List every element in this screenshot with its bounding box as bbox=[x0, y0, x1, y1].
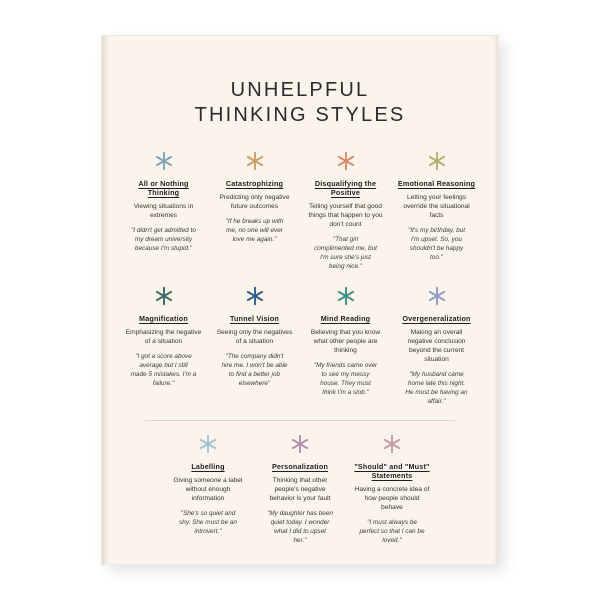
style-title: "Should" and "Must" Statements bbox=[354, 462, 430, 480]
style-quote: "My friends came over to see my messy house. They must think I'm a slob." bbox=[313, 362, 378, 396]
style-card-labelling bbox=[164, 433, 252, 536]
style-description: Telling yourself that good things that happen to you don't count bbox=[308, 203, 383, 228]
style-description: Letting your feelings override the situational facts bbox=[403, 194, 470, 219]
asterisk-icon bbox=[335, 285, 357, 307]
style-description: Emphasizing the negative of a situation bbox=[125, 329, 202, 345]
style-quote: "The company didn't hire me. I won't be able to find a better job elsewhere" bbox=[221, 353, 288, 387]
asterisk-icon bbox=[153, 285, 175, 307]
styles-row bbox=[118, 433, 482, 545]
asterisk-icon bbox=[244, 285, 266, 307]
style-quote: "That girl complimented me, but I'm sure she's just being nice." bbox=[314, 236, 377, 270]
asterisk-icon bbox=[335, 150, 357, 172]
style-card-personalization bbox=[256, 433, 344, 545]
page-title bbox=[102, 78, 498, 128]
style-title: Personalization bbox=[271, 462, 329, 471]
style-description: Giving someone a label without enough information bbox=[173, 477, 243, 502]
page-title-line-2: THINKING STYLES bbox=[194, 104, 406, 126]
styles-row bbox=[118, 285, 482, 406]
style-quote: "If he breaks up with me, no one will ever love me again." bbox=[225, 218, 284, 243]
style-card-emotional-reasoning bbox=[393, 150, 480, 262]
style-title: Overgeneralization bbox=[402, 314, 471, 323]
style-quote: "I must always be perfect so that I can be loved." bbox=[359, 519, 425, 544]
section-divider bbox=[145, 420, 455, 421]
style-title: Catastrophizing bbox=[225, 179, 284, 188]
asterisk-icon bbox=[426, 150, 448, 172]
style-card-disqualifying-the-positive bbox=[302, 150, 389, 271]
asterisk-icon bbox=[197, 433, 219, 455]
style-title: Labelling bbox=[191, 462, 225, 471]
style-card-should-and-must-statements bbox=[348, 433, 436, 545]
asterisk-icon bbox=[244, 150, 266, 172]
style-card-overgeneralization bbox=[393, 285, 480, 406]
asterisk-icon bbox=[289, 433, 311, 455]
page-title-line-1: UNHELPFUL bbox=[230, 79, 370, 101]
style-description: Making an overall negative conclusion beyond the current situation bbox=[407, 329, 466, 363]
asterisk-icon bbox=[381, 433, 403, 455]
poster-canvas bbox=[102, 36, 498, 564]
style-title: Mind Reading bbox=[320, 314, 371, 323]
style-card-all-or-nothing-thinking bbox=[120, 150, 207, 253]
asterisk-icon bbox=[426, 285, 448, 307]
style-quote: "My daughter has been quiet today. I wonder what I did to upset her." bbox=[267, 510, 333, 544]
thinking-styles-grid bbox=[102, 150, 498, 545]
style-quote: "She's so quiet and shy. She must be an introvert." bbox=[179, 510, 237, 535]
style-quote: "I didn't get admitted to my dream university because I'm stupid." bbox=[131, 227, 196, 252]
style-card-magnification bbox=[120, 285, 207, 388]
style-card-catastrophizing bbox=[211, 150, 298, 244]
style-title: Magnification bbox=[139, 314, 188, 323]
style-description: Predicting only negative future outcomes bbox=[219, 194, 290, 210]
styles-row bbox=[118, 150, 482, 271]
style-title: Tunnel Vision bbox=[229, 314, 280, 323]
style-description: Believing that you know what other people are thinking bbox=[310, 329, 381, 354]
style-card-mind-reading bbox=[302, 285, 389, 397]
style-description: Thinking that other people's negative behavior is your fault bbox=[269, 477, 331, 502]
asterisk-icon bbox=[153, 150, 175, 172]
style-title: Emotional Reasoning bbox=[397, 179, 476, 188]
style-quote: "I got a score above average but I still made 5 mistakes. I'm a failure." bbox=[130, 353, 197, 387]
style-description: Having a concrete idea of how people should behave bbox=[354, 486, 430, 511]
style-title: All or Nothing Thinking bbox=[138, 179, 189, 197]
style-quote: "My husband came home late this night. He must be having an affair." bbox=[405, 371, 468, 405]
style-quote: "It's my birthday, but I'm upset. So, you shouldn't be happy too." bbox=[407, 227, 465, 261]
style-title: Disqualifying the Positive bbox=[314, 179, 377, 197]
style-description: Seeing only the negatives of a situation bbox=[216, 329, 293, 345]
style-description: Viewing situations in extremes bbox=[133, 203, 194, 219]
style-card-tunnel-vision bbox=[211, 285, 298, 388]
